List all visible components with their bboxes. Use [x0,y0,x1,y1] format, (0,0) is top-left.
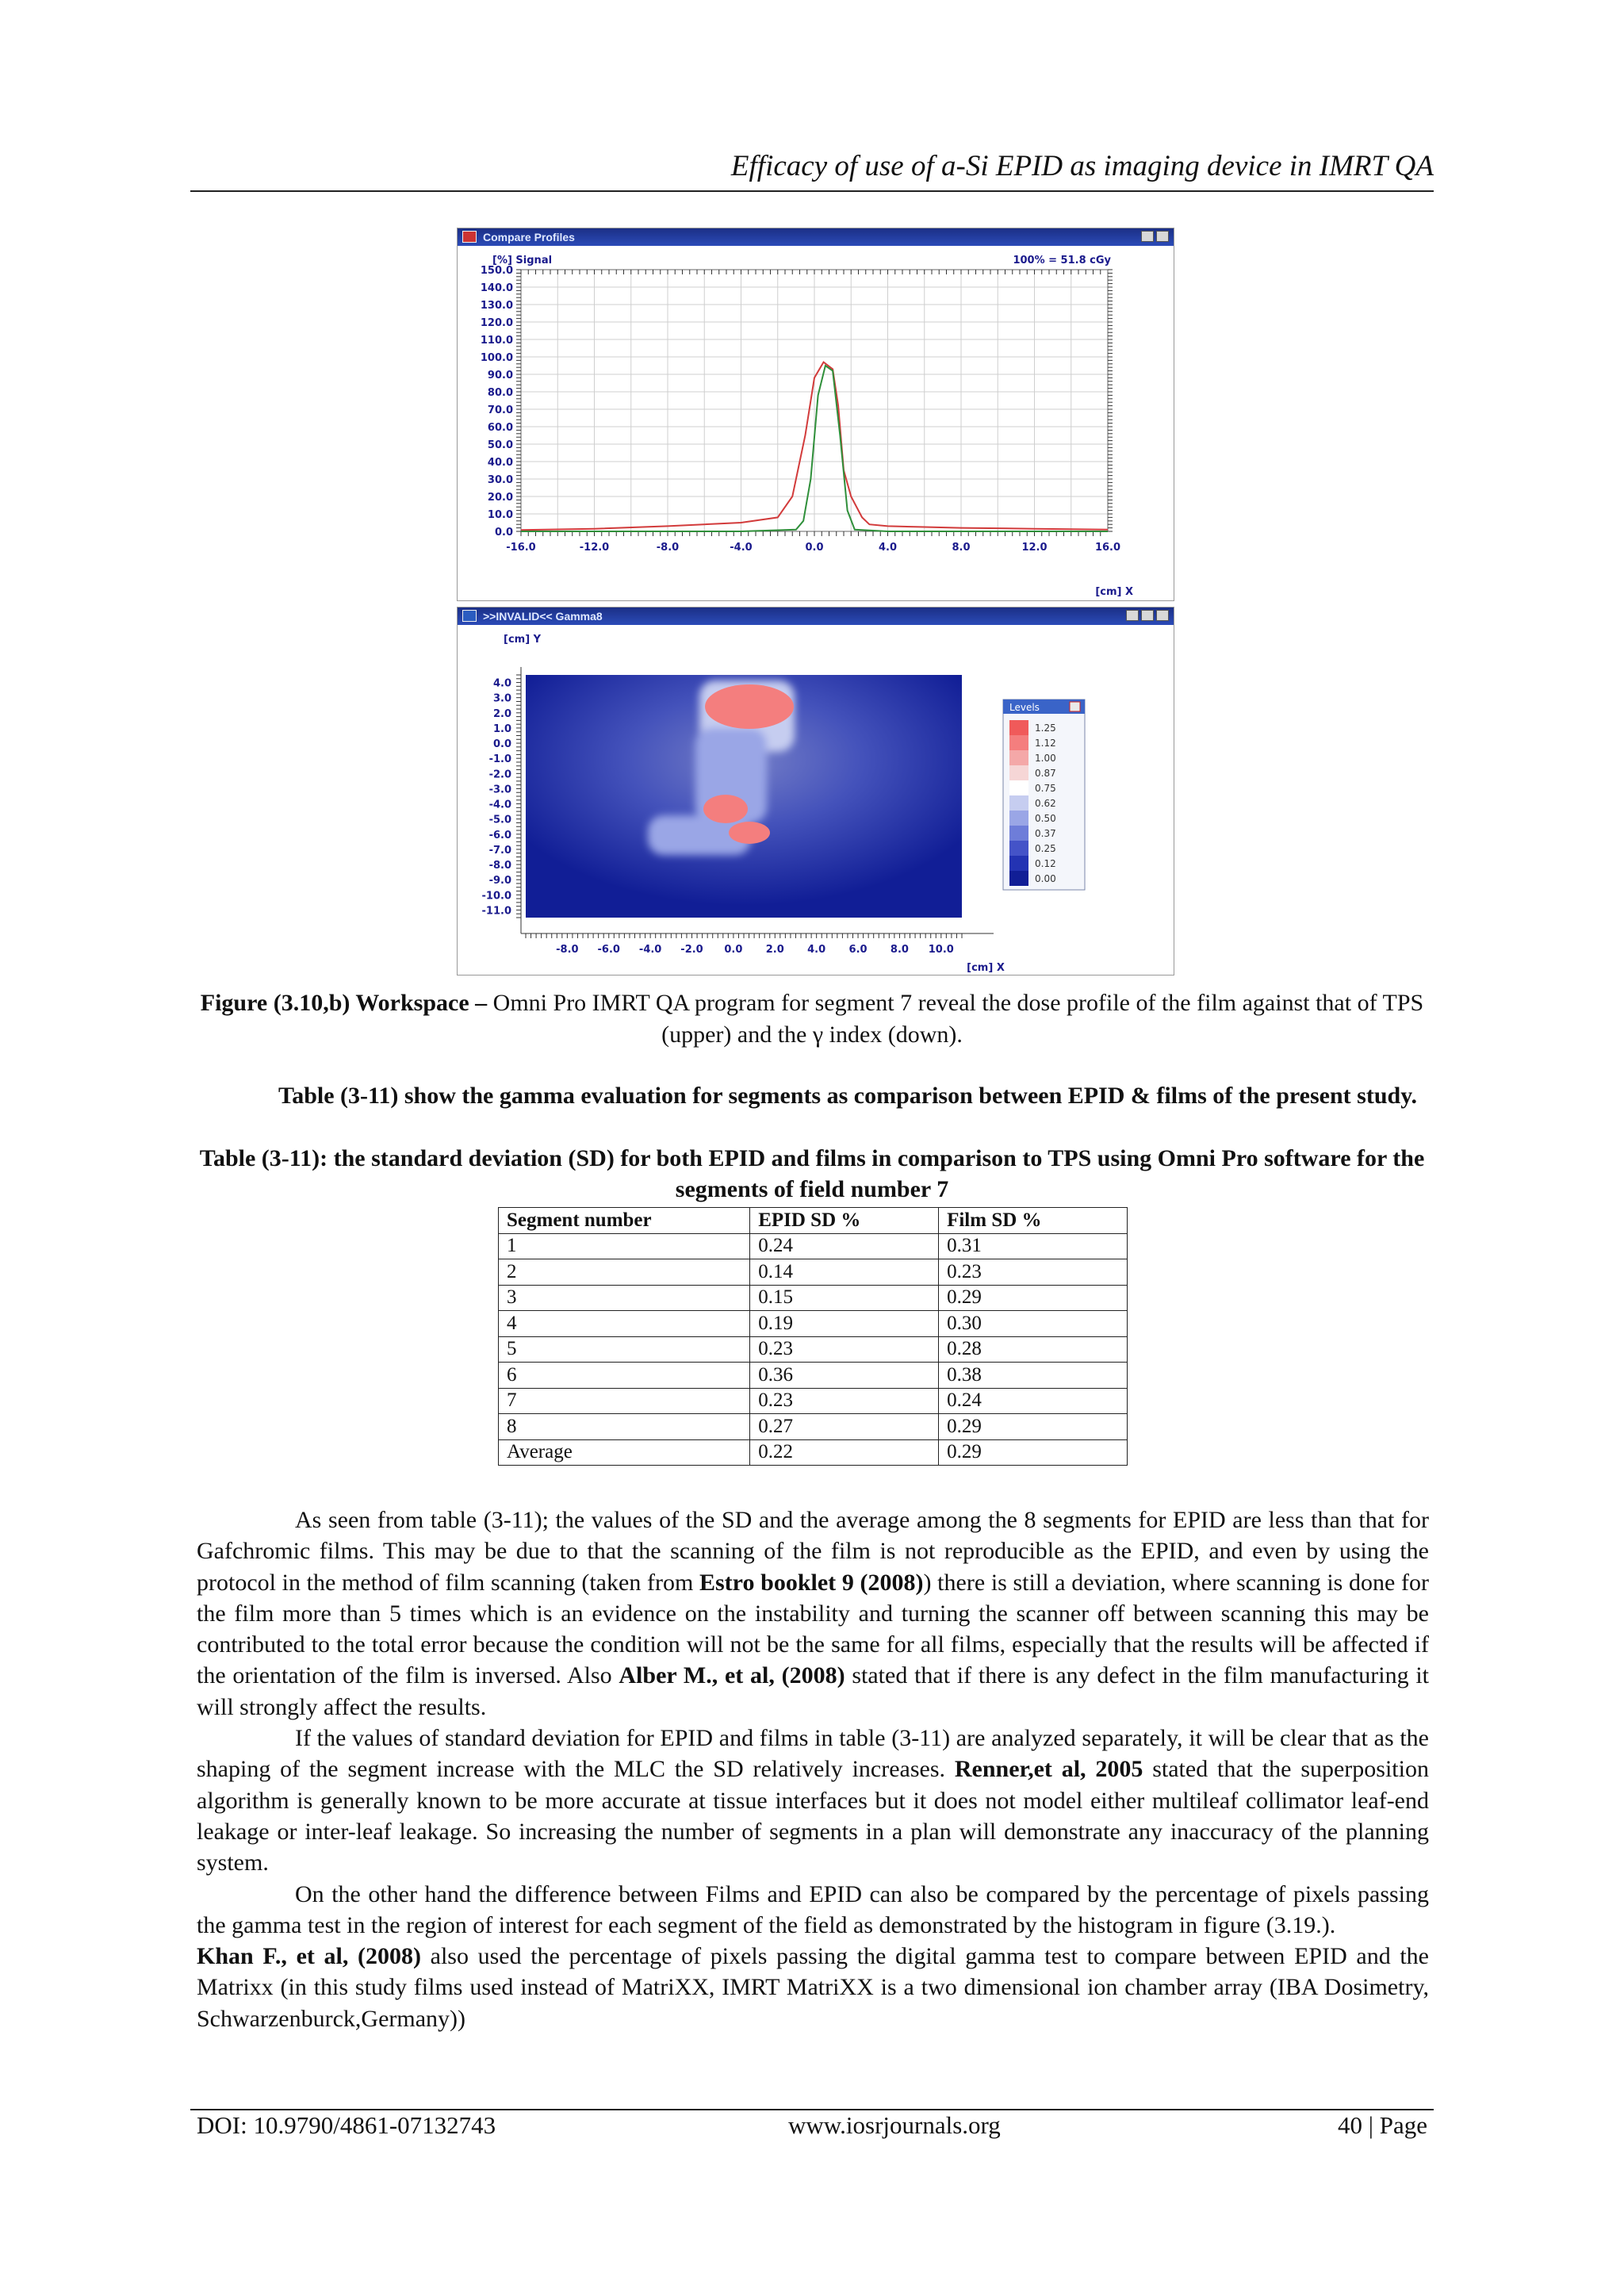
gamma-window-titlebar[interactable] [458,608,1174,625]
level-swatch [1009,765,1028,780]
citation: Estro booklet 9 (2008) [699,1569,924,1596]
x-tick-label: 16.0 [1094,542,1121,554]
y-tick-label: 1.0 [492,723,511,735]
x-tick-label: 6.0 [848,944,868,956]
gamma-chart [458,625,1172,973]
level-label: 1.00 [1035,753,1056,764]
paragraph-4 [197,1941,1429,2034]
level-label: 0.62 [1035,798,1056,809]
paragraph-1 [197,1504,1429,1723]
figure-caption-label: Figure (3.10,b) Workspace – [200,990,488,1016]
y-tick-label: -11.0 [481,905,511,918]
gamma-window-title: >>INVALID<< Gamma8 [483,610,603,623]
level-swatch [1009,720,1028,735]
x-tick-label: -6.0 [597,944,620,956]
y-tick-label: -6.0 [488,829,511,841]
y-tick-label: 150.0 [480,265,513,277]
level-swatch [1009,871,1028,886]
table-cell: 0.24 [939,1388,1128,1414]
table-cell: 8 [499,1414,750,1440]
level-swatch [1009,841,1028,856]
y-tick-label: 50.0 [487,439,513,451]
app-icon [462,610,477,622]
close-icon[interactable] [1156,610,1169,621]
level-swatch [1009,795,1028,811]
table-cell: 0.38 [939,1363,1128,1389]
table-row [499,1259,1128,1286]
profile-chart [458,246,1172,599]
table-cell: 0.29 [939,1414,1128,1440]
x-tick-label: 0.0 [805,542,824,554]
levels-legend [1003,700,1085,890]
table-cell: 0.24 [750,1233,939,1259]
x-tick-label: -4.0 [638,944,662,956]
levels-title: Levels [1009,702,1040,713]
body-text [197,1504,1429,2034]
y-tick-label: 2.0 [492,707,511,720]
y-tick-label: 60.0 [487,422,513,434]
table-cell: 0.23 [750,1388,939,1414]
x-tick-label: 4.0 [878,542,898,554]
citation: Renner,et al, 2005 [954,1756,1143,1783]
footer-page: 40 | Page [1338,2111,1427,2139]
x-axis-label: [cm] X [1095,586,1133,598]
table-intro: Table (3-11) show the gamma evaluation for segments as comparison between EPID & films of the present study. [278,1083,1418,1109]
minimize-icon[interactable] [1126,610,1139,621]
y-tick-label: 100.0 [480,352,513,364]
scale-note: 100% = 51.8 cGy [1013,255,1111,266]
x-tick-label: -12.0 [579,542,610,554]
x-tick-label: 8.0 [952,542,971,554]
table-cell: 2 [499,1259,750,1286]
profile-window-titlebar[interactable] [458,228,1174,246]
profile-window-title: Compare Profiles [483,231,575,243]
table-cell: 0.23 [750,1336,939,1363]
y-tick-label: 20.0 [487,492,513,504]
table-cell: 0.28 [939,1336,1128,1363]
level-swatch [1009,750,1028,765]
y-tick-label: 130.0 [480,300,513,312]
y-tick-label: -8.0 [488,860,511,872]
y-tick-label: 10.0 [487,509,513,521]
table-cell: 0.14 [750,1259,939,1286]
citation: Alber M., et al, (2008) [619,1662,845,1689]
table-header-cell: Segment number [499,1208,750,1234]
gamma-map [526,675,962,918]
table-row [499,1414,1128,1440]
table-caption: Table (3-11): the standard deviation (SD) for both EPID and films in comparison to TPS using Omni Pro software for the segments of field number 7 [199,1145,1425,1202]
y-tick-label: 40.0 [487,457,513,469]
table-cell: 3 [499,1285,750,1311]
window-buttons [1126,610,1169,621]
y-tick-label: -4.0 [488,799,511,811]
table-header-cell: Film SD % [939,1208,1128,1234]
y-tick-label: 140.0 [480,282,513,294]
y-tick-label: -5.0 [488,814,511,826]
x-tick-label: 2.0 [765,944,784,956]
y-tick-label: -1.0 [488,753,511,766]
x-tick-label: -8.0 [656,542,680,554]
level-swatch [1009,826,1028,841]
y-tick-label: 70.0 [487,404,513,416]
footer-doi: DOI: 10.9790/4861-07132743 [197,2111,496,2139]
table-row [499,1285,1128,1311]
table-cell: 0.36 [750,1363,939,1389]
minimize-icon[interactable] [1141,231,1154,242]
header-rule [190,190,1434,192]
y-tick-label: 120.0 [480,317,513,329]
level-label: 0.00 [1035,873,1056,884]
table-row [499,1336,1128,1363]
figure-caption-text: Omni Pro IMRT QA program for segment 7 reveal the dose profile of the film against that of TPS (upper) and the γ index (down). [487,990,1424,1048]
table-cell: 0.15 [750,1285,939,1311]
text-run: also used the percentage of pixels passing the digital gamma test to compare between EPID and the Matrixx (in this study films used instead of MatriXX, IMRT MatriXX is a two dimensional ion chamber array (IBA Dosimetry, Schwarzenburck,Germany)) [197,1943,1429,2032]
running-header: Efficacy of use of a-Si EPID as imaging device in IMRT QA [730,150,1434,182]
grid [521,270,1108,531]
y-tick-label: -10.0 [481,890,511,903]
signal-axis-label: [%] Signal [492,255,553,266]
table-cell: 0.31 [939,1233,1128,1259]
table-cell: 0.29 [939,1439,1128,1466]
level-label: 0.87 [1035,768,1056,779]
level-swatch [1009,780,1028,795]
level-label: 0.25 [1035,843,1056,854]
y-tick-label: 0.0 [494,527,513,539]
x-tick-label: -2.0 [680,944,703,956]
text-run: stated that if there is any defect in the film manufacturing it will strongly affect the results. [197,1662,1429,1720]
footer-rule [190,2109,1434,2110]
table-cell: 6 [499,1363,750,1389]
y-tick-label: -7.0 [488,844,511,857]
table-cell: 1 [499,1233,750,1259]
table-cell: Average [499,1439,750,1466]
x-tick-label: 4.0 [807,944,826,956]
y-tick-label: 30.0 [487,474,513,486]
table-cell: 7 [499,1388,750,1414]
paragraph-3: On the other hand the difference between Films and EPID can also be compared by the percentage of pixels passing the gamma test in the region of interest for each segment of the field as demonstrated by the histogram in figure (3.19.). [197,1880,1429,1938]
y-tick-label: 90.0 [487,370,513,381]
table-cell: 0.19 [750,1311,939,1337]
table-row [499,1311,1128,1337]
table-cell: 0.29 [939,1285,1128,1311]
y-tick-label: 4.0 [492,677,511,690]
footer-site: www.iosrjournals.org [788,2111,1001,2139]
text-run: ) there is still a deviation, where scanning is done for the film more than 5 times which is an evidence on the instability and turning the scanner off between scanning this may be contributed to the total error because the condition will not be the same for all films, especially that the results will be affected if the orientation of the film is inversed. Also [197,1569,1429,1689]
x-tick-label: -8.0 [556,944,579,956]
table-cell: 5 [499,1336,750,1363]
table-cell: 0.30 [939,1311,1128,1337]
gamma-y-axis-label: [cm] Y [504,634,542,646]
level-label: 0.50 [1035,813,1056,824]
maximize-icon[interactable] [1156,231,1169,242]
y-tick-label: -3.0 [488,784,511,796]
table-cell: 0.27 [750,1414,939,1440]
level-swatch [1009,735,1028,750]
app-icon [462,231,477,243]
profile-window [457,228,1174,601]
table-row [499,1233,1128,1259]
x-tick-label: 10.0 [928,944,954,956]
y-tick-label: 3.0 [492,692,511,705]
gamma-x-axis-label: [cm] X [967,962,1005,973]
x-tick-label: 8.0 [890,944,909,956]
level-label: 0.75 [1035,783,1056,794]
table-row [499,1363,1128,1389]
level-label: 1.12 [1035,738,1056,749]
text-run: As seen from table (3-11); the values of the SD and the average among the 8 segments for EPID are less than that for Gafchromic films. This may be due to that the scanning of the film is not reproducible as the EPID, and even by using the protocol in the method of film scanning (taken from [197,1507,1429,1596]
window-buttons [1141,231,1169,242]
level-label: 0.37 [1035,828,1056,839]
y-tick-label: 80.0 [487,387,513,399]
paragraph-2 [197,1723,1429,1878]
table-cell: 0.22 [750,1439,939,1466]
sd-table [498,1207,1128,1466]
table-row [499,1439,1128,1466]
levels-close-icon[interactable] [1070,702,1080,711]
table-header-cell: EPID SD % [750,1208,939,1234]
table-row [499,1388,1128,1414]
x-tick-label: -16.0 [506,542,536,554]
figure-caption [190,987,1434,1051]
table-header-row [499,1208,1128,1234]
y-tick-label: 0.0 [492,738,511,751]
level-swatch [1009,811,1028,826]
x-tick-label: -4.0 [730,542,753,554]
table-cell: 4 [499,1311,750,1337]
table-cell: 0.23 [939,1259,1128,1286]
level-swatch [1009,856,1028,871]
y-tick-label: 110.0 [480,335,513,347]
level-label: 1.25 [1035,723,1056,734]
citation: Khan F., et al, (2008) [197,1943,421,1970]
y-tick-label: -9.0 [488,875,511,887]
maximize-icon[interactable] [1141,610,1154,621]
level-label: 0.12 [1035,858,1056,869]
gamma-window [457,607,1174,976]
y-tick-label: -2.0 [488,769,511,781]
x-tick-label: 0.0 [724,944,743,956]
text-run: If the values of standard deviation for EPID and films in table (3-11) are analyzed separately, it will be clear that as the shaping of the segment increase with the MLC the SD relatively increases. [197,1725,1429,1783]
x-tick-label: 12.0 [1021,542,1048,554]
text-run: stated that the superposition algorithm is generally known to be more accurate at tissue interfaces but it does not model either multileaf collimator leaf-end leakage or inter-leaf leakage. So increasing the number of segments in a plan will demonstrate any inaccuracy of the planning system. [197,1756,1429,1876]
